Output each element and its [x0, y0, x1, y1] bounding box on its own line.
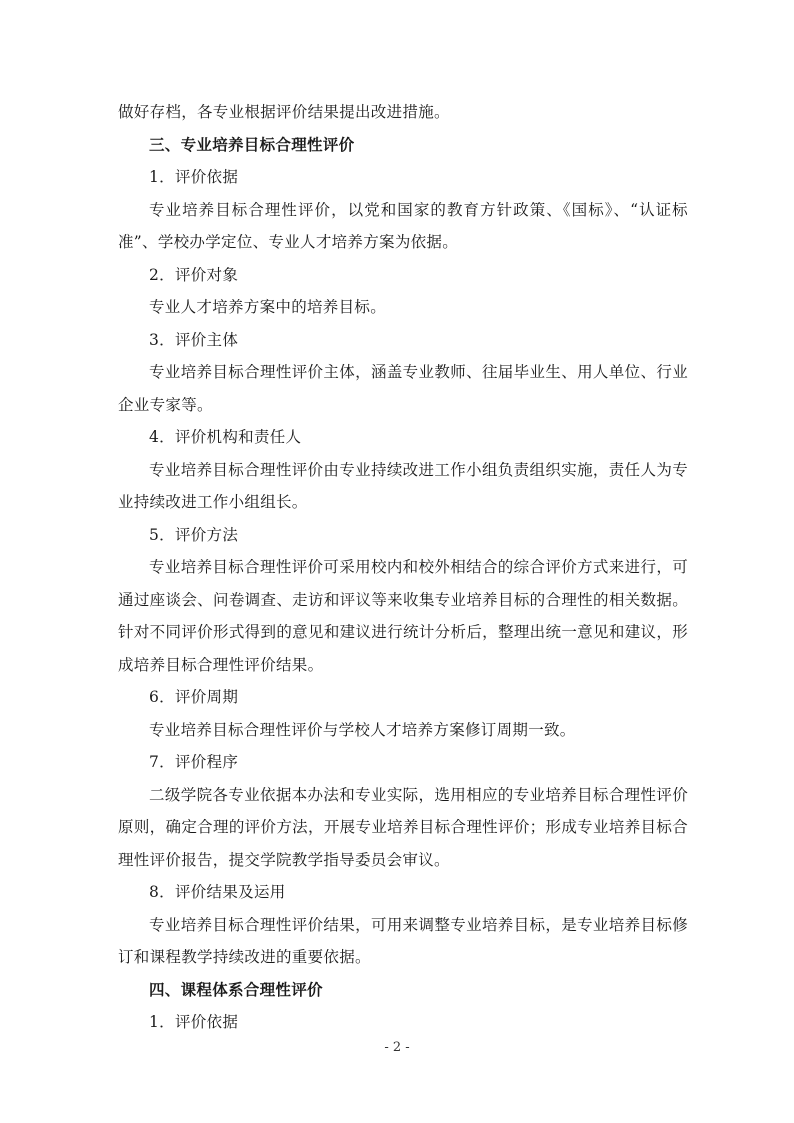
subheading-results: 8．评价结果及运用 — [149, 883, 286, 901]
section-heading-4: 四、课程体系合理性评价 — [149, 980, 323, 999]
paragraph: 专业培养目标合理性评价结果，可用来调整专业培养目标，是专业培养目标修订和课程教学持续改进的重要依据。 — [118, 915, 688, 966]
subheading-procedure: 7．评价程序 — [149, 753, 239, 771]
subheading-basis: 1．评价依据 — [149, 1013, 239, 1031]
paragraph: 专业培养目标合理性评价由专业持续改进工作小组负责组织实施，责任人为专业持续改进工作小组组长。 — [118, 460, 688, 511]
section-heading-3: 三、专业培养目标合理性评价 — [149, 135, 355, 154]
paragraph: 二级学院各专业依据本办法和专业实际，选用相应的专业培养目标合理性评价原则，确定合理的评价方法，开展专业培养目标合理性评价；形成专业培养目标合理性评价报告，提交学院教学指导委员会审议。 — [118, 785, 688, 869]
page-number: - 2 - — [384, 1040, 410, 1055]
paragraph-continuation: 做好存档，各专业根据评价结果提出改进措施。 — [118, 103, 450, 121]
subheading-subject: 3．评价主体 — [149, 330, 239, 349]
paragraph: 专业人才培养方案中的培养目标。 — [149, 298, 387, 316]
subheading-cycle: 6．评价周期 — [149, 688, 239, 706]
paragraph: 专业培养目标合理性评价，以党和国家的教育方针政策、《国标》、“认证标准”、学校办学定位、专业人才培养方案为依据。 — [118, 200, 688, 251]
document-body — [118, 96, 688, 1039]
paragraph: 专业培养目标合理性评价主体，涵盖专业教师、往届毕业生、用人单位、行业企业专家等。 — [118, 363, 688, 414]
paragraph: 专业培养目标合理性评价可采用校内和校外相结合的综合评价方式来进行，可通过座谈会、问卷调查、走访和评议等来收集专业培养目标的合理性的相关数据。针对不同评价形式得到的意见和建议进行统计分析后，整理出统一意见和建议，形成培养目标合理性评价结果。 — [118, 558, 688, 674]
subheading-organization: 4．评价机构和责任人 — [149, 428, 302, 446]
subheading-method: 5．评价方法 — [149, 525, 239, 544]
subheading-object: 2．评价对象 — [149, 265, 239, 284]
subheading-basis: 1．评价依据 — [149, 168, 239, 186]
paragraph: 专业培养目标合理性评价与学校人才培养方案修订周期一致。 — [149, 720, 576, 739]
